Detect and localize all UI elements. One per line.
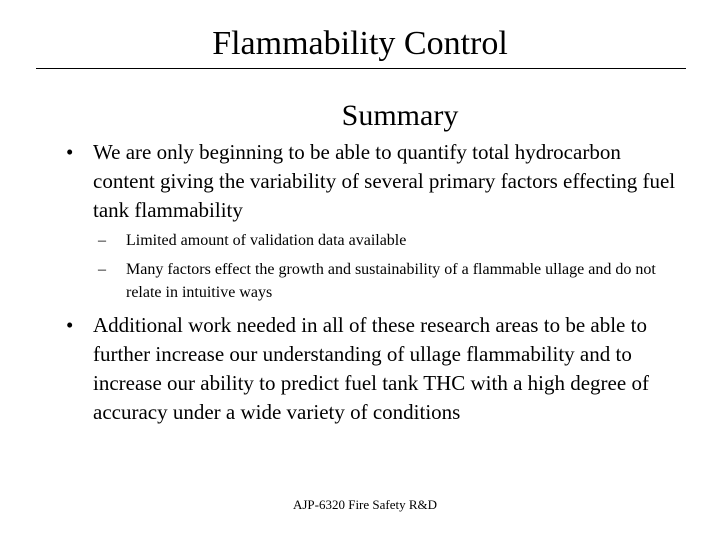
bullet-item bbox=[66, 138, 676, 225]
slide-subtitle: Summary bbox=[341, 99, 459, 132]
sub-bullet-text: Many factors effect the growth and sustainability of a flammable ullage and do not relate in intuitive ways bbox=[126, 261, 656, 301]
bullet-item bbox=[66, 311, 676, 427]
sub-bullet-item bbox=[98, 258, 658, 304]
bullet-marker: • bbox=[66, 313, 74, 337]
bullet-text: We are only beginning to be able to quantify total hydrocarbon content giving the variability of several primary factors effecting fuel tank flammability bbox=[93, 140, 676, 222]
slide-title: Flammability Control bbox=[212, 25, 508, 62]
title-divider bbox=[36, 68, 686, 69]
sub-bullet-item bbox=[98, 229, 658, 252]
sub-bullet-marker: – bbox=[98, 261, 106, 278]
sub-bullet-marker: – bbox=[98, 232, 106, 249]
bullet-text: Additional work needed in all of these research areas to be able to further increase our understanding of ullage flammability and to increase our ability to predict fuel tank THC with a high degree of accuracy under a wide variety of conditions bbox=[93, 313, 649, 424]
sub-bullet-text: Limited amount of validation data available bbox=[126, 232, 407, 249]
slide-footer: AJP-6320 Fire Safety R&D bbox=[292, 497, 438, 512]
bullet-marker: • bbox=[66, 140, 74, 164]
